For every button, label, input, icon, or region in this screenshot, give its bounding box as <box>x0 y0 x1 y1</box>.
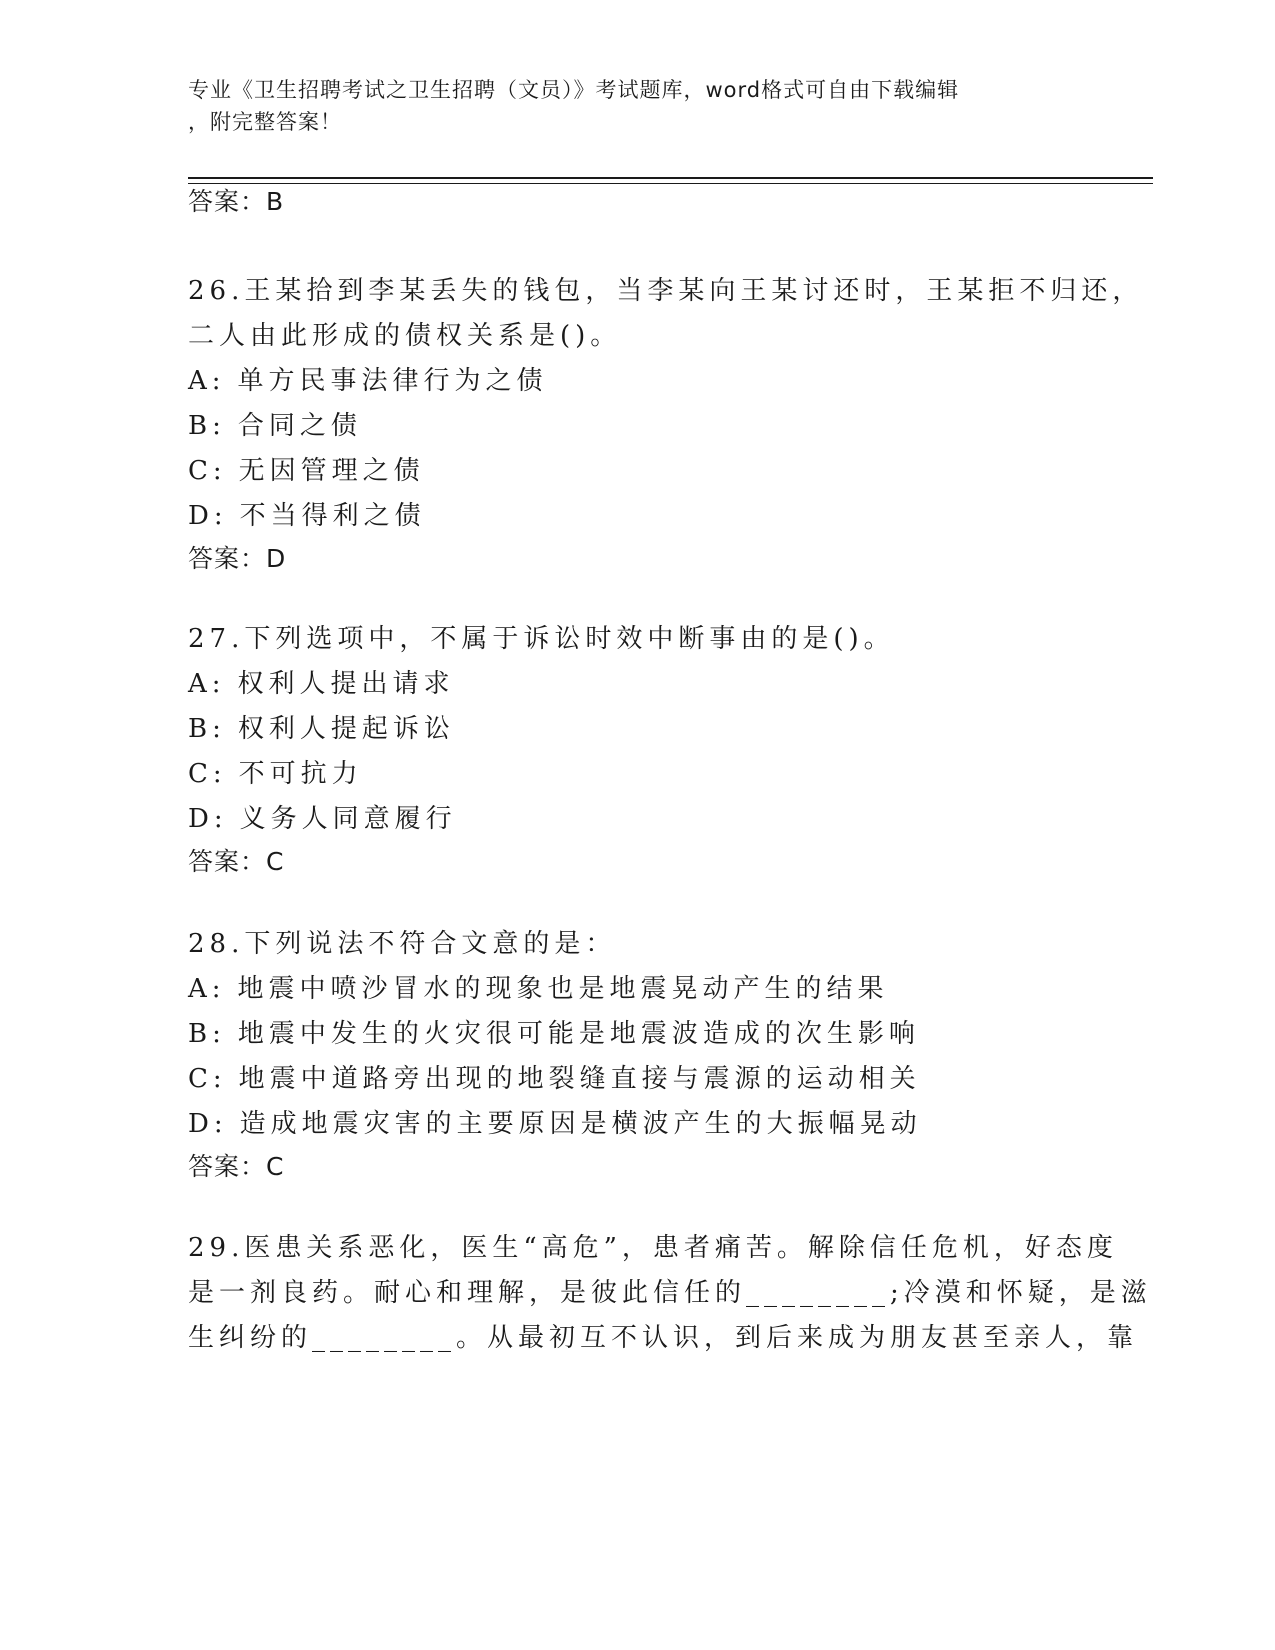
page-header <box>188 74 1078 138</box>
question-line: 27.下列选项中，不属于诉讼时效中断事由的是()。 <box>188 624 895 654</box>
option-d <box>188 1102 1153 1147</box>
header-divider-thin <box>188 183 1153 184</box>
question-line: 二人由此形成的债权关系是()。 <box>188 321 622 351</box>
option-text: 不可抗力 <box>238 759 363 789</box>
answer: 答案：C <box>188 1152 285 1181</box>
option-key: B: <box>188 411 226 441</box>
option-text: 义务人同意履行 <box>239 804 457 834</box>
option-key: D: <box>188 1109 228 1139</box>
option-text: 不当得利之债 <box>239 501 426 531</box>
option-text: 地震中喷沙冒水的现象也是地震晃动产生的结果 <box>237 974 889 1004</box>
option-key: D: <box>188 804 228 834</box>
option-text: 权利人提起诉讼 <box>237 714 455 744</box>
question-29 <box>188 1226 1153 1361</box>
option-c <box>188 752 1153 797</box>
option-d <box>188 797 1153 842</box>
question-line: 生纠纷的________。从最初互不认识，到后来成为朋友甚至亲人，靠 <box>188 1323 1139 1353</box>
question-text <box>188 1226 1153 1361</box>
option-key: A: <box>188 366 226 396</box>
header-line-1: 专业《卫生招聘考试之卫生招聘（文员）》考试题库，word格式可自由下载编辑 <box>188 78 960 102</box>
option-key: C: <box>188 456 227 486</box>
question-text <box>188 269 1153 359</box>
option-text: 单方民事法律行为之债 <box>237 366 548 396</box>
option-key: D: <box>188 501 228 531</box>
question-line: 26.王某拾到李某丢失的钱包，当李某向王某讨还时，王某拒不归还， <box>188 276 1144 306</box>
option-b <box>188 707 1153 752</box>
option-c <box>188 449 1153 494</box>
answer: 答案：C <box>188 847 285 876</box>
question-28 <box>188 922 1153 1183</box>
option-b <box>188 1012 1153 1057</box>
header-divider-thick <box>188 177 1153 179</box>
option-c <box>188 1057 1153 1102</box>
option-a <box>188 359 1153 404</box>
option-key: B: <box>188 714 226 744</box>
option-key: C: <box>188 1064 227 1094</box>
option-key: A: <box>188 669 226 699</box>
option-text: 权利人提出请求 <box>237 669 455 699</box>
answer-25: 答案：B <box>188 187 285 216</box>
option-key: C: <box>188 759 227 789</box>
question-line: 是一剂良药。耐心和理解，是彼此信任的________;冷漠和怀疑，是滋 <box>188 1278 1152 1308</box>
question-text <box>188 922 1153 967</box>
answer: 答案：D <box>188 544 287 573</box>
question-line: 29.医患关系恶化，医生“高危”，患者痛苦。解除信任危机，好态度 <box>188 1233 1118 1263</box>
option-text: 无因管理之债 <box>238 456 425 486</box>
option-a <box>188 662 1153 707</box>
option-d <box>188 494 1153 539</box>
option-a <box>188 967 1153 1012</box>
option-key: A: <box>188 974 226 1004</box>
option-text: 造成地震灾害的主要原因是横波产生的大振幅晃动 <box>239 1109 922 1139</box>
option-b <box>188 404 1153 449</box>
option-text: 合同之债 <box>237 411 362 441</box>
option-text: 地震中道路旁出现的地裂缝直接与震源的运动相关 <box>238 1064 921 1094</box>
header-line-2: ，附完整答案！ <box>188 110 342 134</box>
question-text <box>188 617 1153 662</box>
question-26 <box>188 269 1153 575</box>
option-text: 地震中发生的火灾很可能是地震波造成的次生影响 <box>237 1019 920 1049</box>
option-key: B: <box>188 1019 226 1049</box>
question-27 <box>188 617 1153 878</box>
question-line: 28.下列说法不符合文意的是： <box>188 929 617 959</box>
